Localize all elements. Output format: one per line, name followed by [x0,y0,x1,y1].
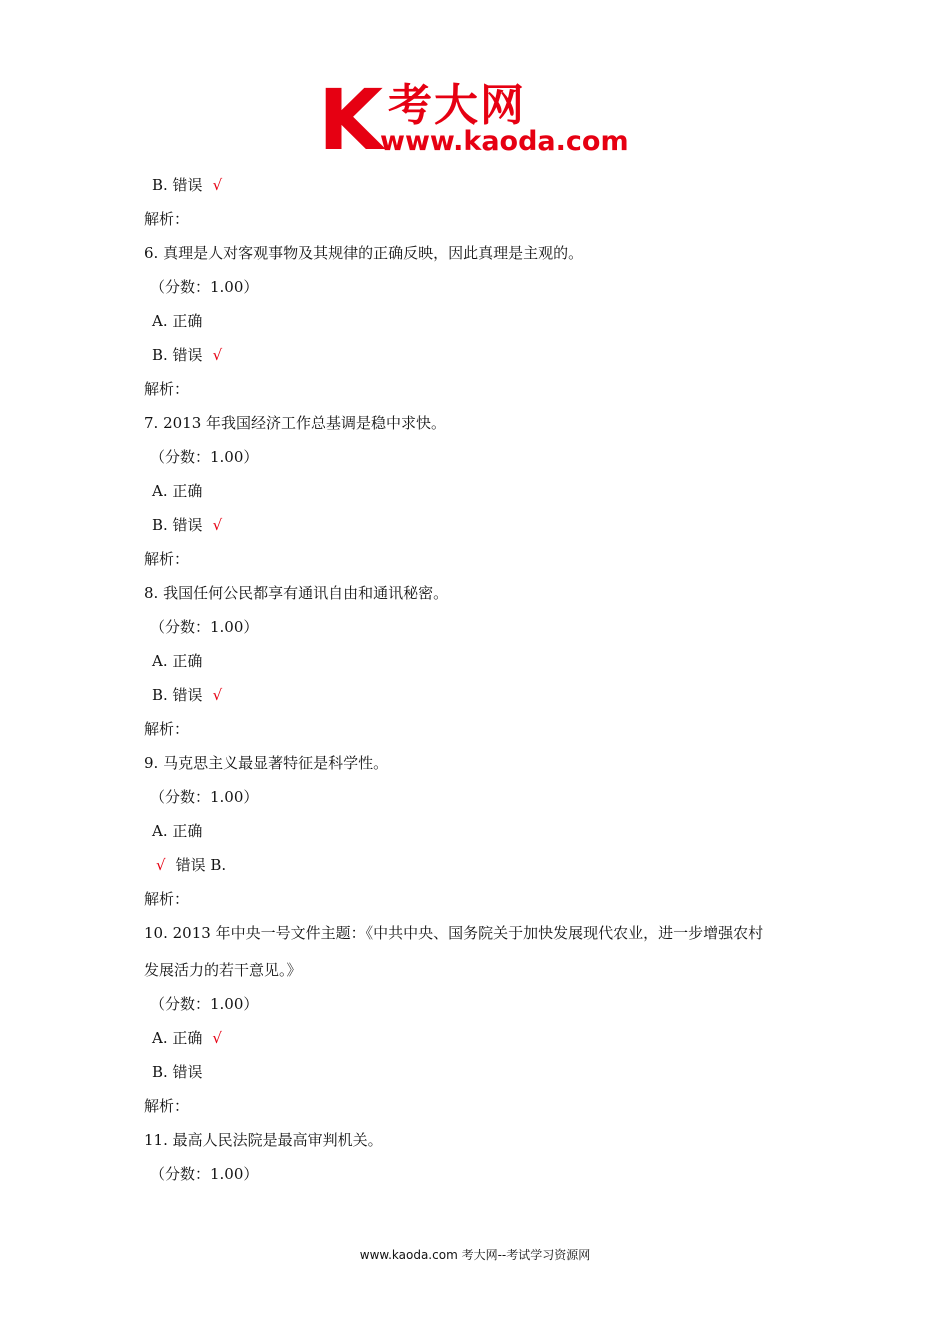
q7-question: 7. 2013 年我国经济工作总基调是稳中求快。 [144,414,447,432]
q8-analysis: 解析： [144,720,190,738]
q9-analysis: 解析： [144,890,190,908]
option-label: B. 错误 [152,516,203,534]
q7-option-a: A. 正确 [152,482,203,500]
check-icon: √ [212,686,223,704]
option-label: B. 错误 [152,686,203,704]
q6-analysis: 解析： [144,380,190,398]
option-label: B. 错误 [152,346,203,364]
q5-option-b [152,174,222,196]
check-icon: √ [212,516,223,534]
q8-option-a: A. 正确 [152,652,203,670]
logo-title: 考大网 [388,80,526,131]
q6-score: （分数：1.00） [150,278,259,296]
q6-question: 6. 真理是人对客观事物及其规律的正确反映，因此真理是主观的。 [144,244,584,262]
q10-option-b: B. 错误 [152,1063,203,1081]
q10-analysis: 解析： [144,1097,190,1115]
q7-analysis: 解析： [144,550,190,568]
option-label: A. 正确 [152,1029,203,1047]
q11-score: （分数：1.00） [150,1165,259,1183]
q7-option-b [152,514,222,536]
q9-score: （分数：1.00） [150,788,259,806]
q10-option-a [152,1027,222,1049]
q7-score: （分数：1.00） [150,448,259,466]
kaoda-logo [318,71,648,169]
q9-question: 9. 马克思主义最显著特征是科学性。 [144,754,389,772]
q8-option-b [152,684,222,706]
q8-question: 8. 我国任何公民都享有通讯自由和通讯秘密。 [144,584,449,602]
check-icon: √ [212,1029,222,1047]
check-icon: √ [156,856,166,874]
check-icon: √ [212,176,223,194]
option-label: 错误 B. [175,856,227,874]
check-icon: √ [212,346,223,364]
q6-option-a: A. 正确 [152,312,203,330]
q10-score: （分数：1.00） [150,995,259,1013]
q5-analysis: 解析： [144,210,190,228]
q9-option-b [156,854,226,876]
q10-question-line1: 10. 2013 年中央一号文件主题：《中共中央、国务院关于加快发展现代农业，进一步增强农村 [144,924,764,942]
q9-option-a: A. 正确 [152,822,203,840]
q8-score: （分数：1.00） [150,618,259,636]
option-label: B. 错误 [152,176,203,194]
logo-url: www.kaoda.com [380,126,629,157]
q11-question: 11. 最高人民法院是最高审判机关。 [144,1131,383,1149]
page-footer: www.kaoda.com 考大网--考试学习资源网 [359,1248,591,1262]
logo-k-mark: K [318,71,380,169]
q10-question-line2: 发展活力的若干意见。》 [144,961,302,979]
q6-option-b [152,344,222,366]
